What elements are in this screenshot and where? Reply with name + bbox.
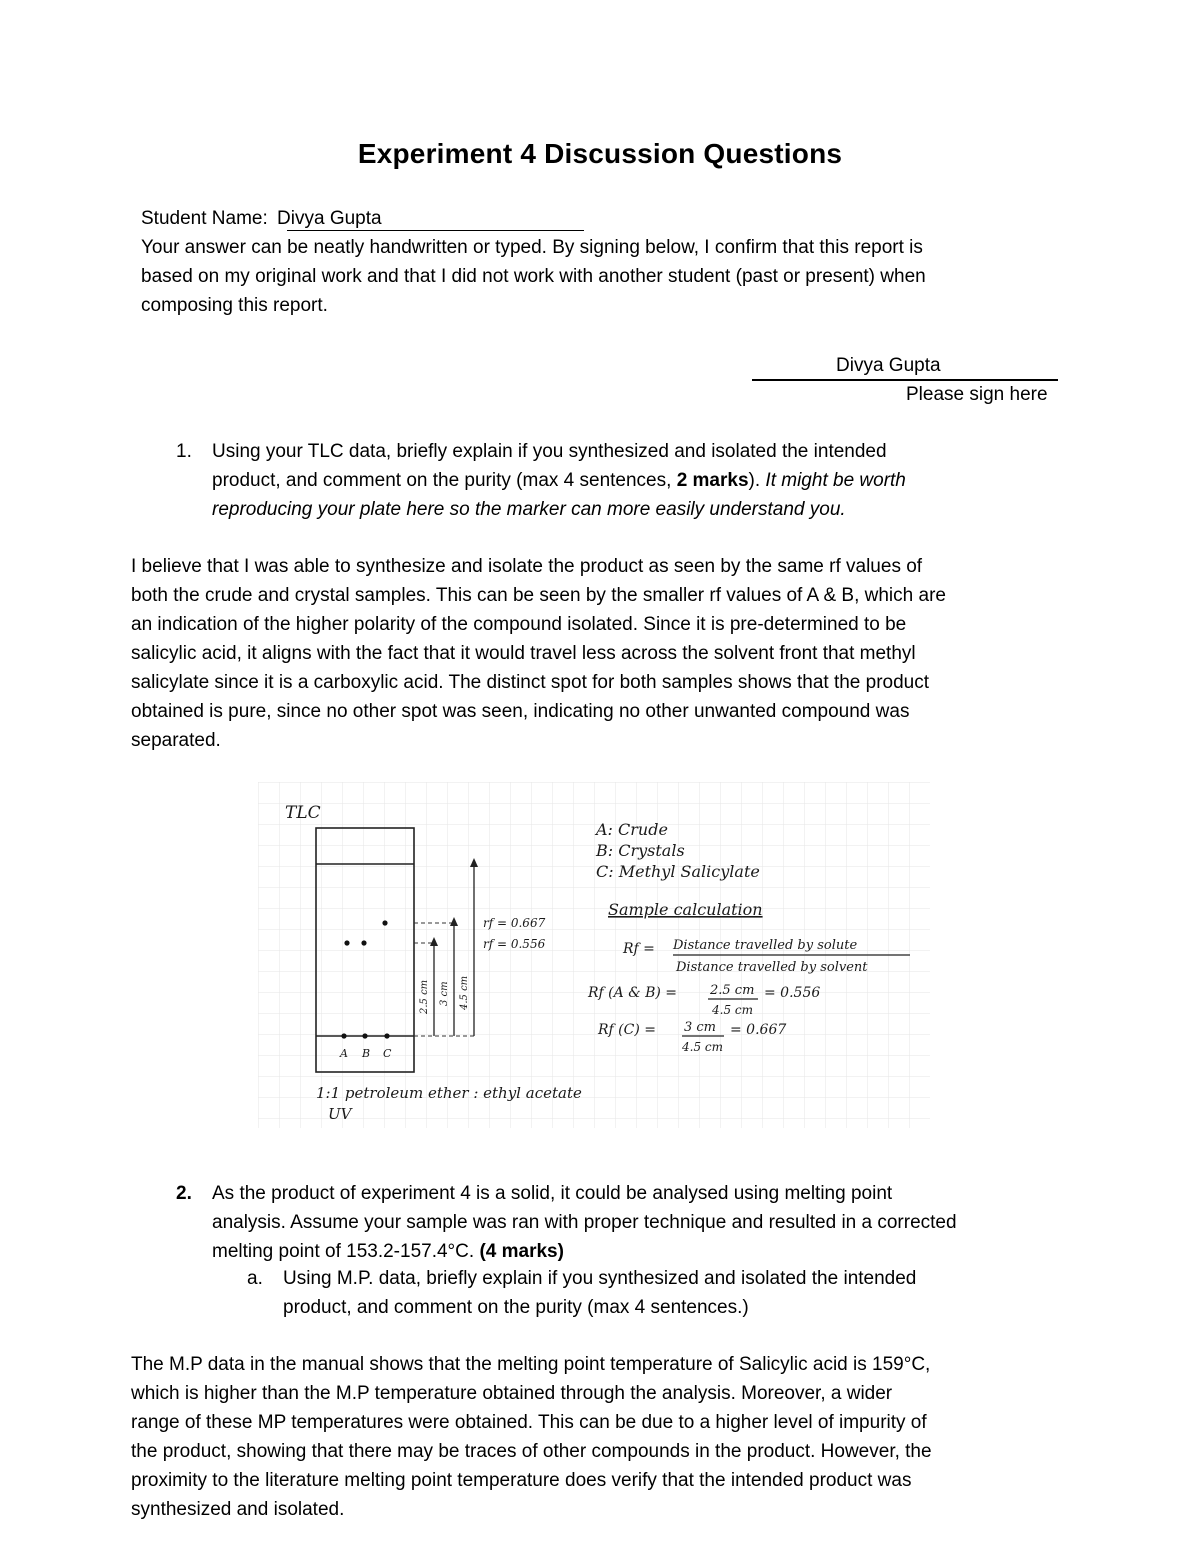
calc-ab-numerator: 2.5 cm — [710, 983, 755, 998]
answer-1-line: both the crude and crystal samples. This can be seen by the smaller rf values of A & B, which are — [131, 585, 946, 606]
answer-2-line: proximity to the literature melting point temperature does verify that the intended product was — [131, 1470, 912, 1491]
question-2-mp-range: melting point of 153.2-157.4°C. — [212, 1241, 480, 1262]
rf-label-ab: rf = 0.556 — [483, 937, 546, 951]
rf-numerator: Distance travelled by solute — [673, 938, 858, 953]
question-2-marks: (4 marks) — [479, 1241, 564, 1262]
spot-a — [344, 940, 349, 945]
distance-label-front: 4.5 cm — [459, 975, 470, 1010]
question-1-line-2-text: product, and comment on the purity (max 4 sentences, — [212, 470, 677, 491]
declaration-line-2: based on my original work and that I did not work with another student (past or present) when — [141, 266, 926, 287]
declaration-line-3: composing this report. — [141, 295, 328, 316]
answer-2-line: the product, showing that there may be traces of other compounds in the product. However, the — [131, 1441, 932, 1462]
rf-label-c: rf = 0.667 — [483, 916, 546, 930]
question-1-line-2-close: ). — [748, 470, 761, 491]
question-1-hint-start: It might be worth — [760, 470, 906, 491]
question-1-hint-end: reproducing your plate here so the marker can more easily understand you. — [212, 499, 846, 520]
distance-label-ab: 2.5 cm — [419, 979, 430, 1014]
answer-1-line: separated. — [131, 730, 221, 751]
tlc-figure-svg — [258, 782, 930, 1128]
spot-c — [382, 920, 387, 925]
answer-2-line: which is higher than the M.P temperature obtained through the analysis. Moreover, a wider — [131, 1383, 893, 1404]
origin-spot-c — [384, 1033, 389, 1038]
answer-2-line: synthesized and isolated. — [131, 1499, 345, 1520]
question-2-line-3 — [212, 1237, 564, 1266]
question-2a-letter: a. — [247, 1268, 263, 1289]
question-2-line-1: As the product of experiment 4 is a solid, it could be analysed using melting point — [212, 1183, 893, 1204]
answer-1-line: obtained is pure, since no other spot was seen, indicating no other unwanted compound was — [131, 701, 910, 722]
question-2-line-2: analysis. Assume your sample was ran with proper technique and resulted in a corrected — [212, 1212, 957, 1233]
signature-name: Divya Gupta — [836, 355, 941, 376]
student-name-label: Student Name: — [141, 208, 268, 229]
question-2a-line-1: Using M.P. data, briefly explain if you synthesized and isolated the intended — [283, 1268, 917, 1289]
calc-ab-value: = 0.556 — [764, 985, 821, 1001]
calc-ab-label: Rf (A & B) = — [588, 985, 678, 1001]
calc-ab-denominator: 4.5 cm — [712, 1003, 753, 1017]
lane-label-a: A — [340, 1047, 348, 1060]
lane-label-b: B — [362, 1047, 371, 1060]
question-1-marks: 2 marks — [676, 470, 749, 491]
origin-spot-a — [341, 1033, 346, 1038]
question-1-number: 1. — [176, 441, 192, 462]
question-1-line-1: Using your TLC data, briefly explain if you synthesized and isolated the intended — [212, 441, 887, 462]
rf-denominator: Distance travelled by solvent — [676, 960, 868, 975]
visualization-method: UV — [328, 1105, 352, 1123]
question-2-number: 2. — [176, 1183, 192, 1204]
distance-label-c: 3 cm — [439, 981, 450, 1006]
solvent-system: 1:1 petroleum ether : ethyl acetate — [316, 1084, 582, 1102]
rf-definition-label: Rf = — [623, 941, 655, 957]
question-1-line-2 — [212, 466, 906, 495]
calc-c-numerator: 3 cm — [684, 1020, 717, 1035]
student-name-row — [141, 204, 382, 233]
lane-label-c: C — [383, 1047, 392, 1060]
legend-methyl-salicylate: C: Methyl Salicylate — [596, 862, 760, 881]
calc-c-label: Rf (C) = — [598, 1022, 656, 1038]
answer-1-line: an indication of the higher polarity of the compound isolated. Since it is pre-determined to be — [131, 614, 907, 635]
legend-crude: A: Crude — [596, 820, 668, 839]
legend-crystals: B: Crystals — [596, 841, 685, 860]
answer-2-line: range of these MP temperatures were obtained. This can be due to a higher level of impurity of — [131, 1412, 927, 1433]
answer-1-line: salicylate since it is a carboxylic acid. The distinct spot for both samples shows that the product — [131, 672, 930, 693]
answer-1-line: salicylic acid, it aligns with the fact that it would travel less across the solvent front that methyl — [131, 643, 916, 664]
answer-2-line: The M.P data in the manual shows that the melting point temperature of Salicylic acid is 159°C, — [131, 1354, 931, 1375]
signature-label: Please sign here — [906, 384, 1048, 405]
question-2a-line-2: product, and comment on the purity (max 4 sentences.) — [283, 1297, 749, 1318]
calc-heading: Sample calculation — [608, 900, 763, 919]
tlc-heading: TLC — [285, 803, 321, 823]
tlc-figure — [258, 782, 930, 1128]
page-title: Experiment 4 Discussion Questions — [357, 138, 843, 169]
student-name-value: Divya Gupta — [277, 208, 382, 229]
declaration-line-1: Your answer can be neatly handwritten or typed. By signing below, I confirm that this report is — [141, 237, 923, 258]
answer-1-line: I believe that I was able to synthesize and isolate the product as seen by the same rf values of — [131, 556, 923, 577]
calc-c-denominator: 4.5 cm — [682, 1040, 723, 1054]
origin-spot-b — [362, 1033, 367, 1038]
calc-c-value: = 0.667 — [730, 1022, 787, 1038]
spot-b — [361, 940, 366, 945]
student-name-underline — [287, 230, 584, 231]
